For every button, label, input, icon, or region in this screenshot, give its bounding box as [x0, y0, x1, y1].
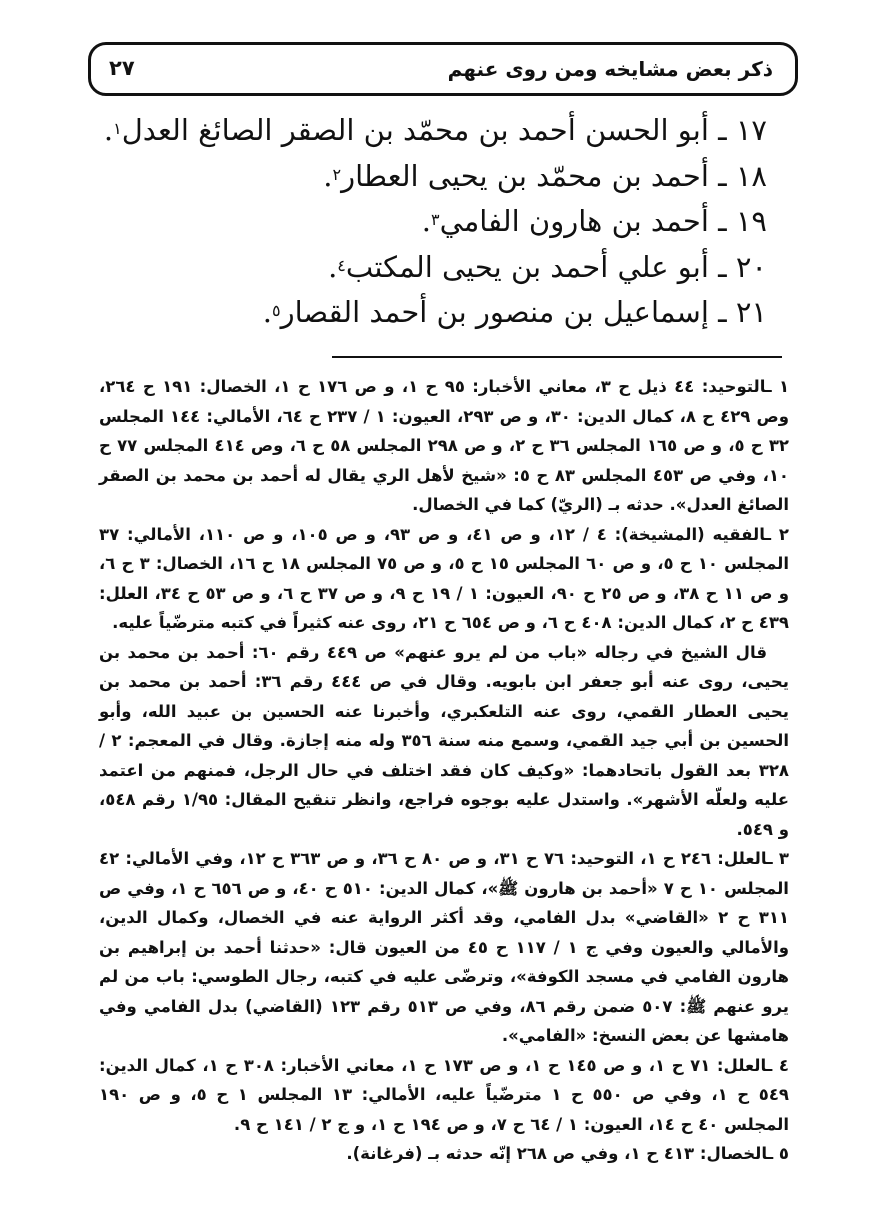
- footnote-ref: ٥: [272, 301, 281, 320]
- page-number: ٢٧: [109, 56, 135, 80]
- entry-21: ٢١ ـ إسماعيل بن منصور بن أحمد القصار$^٥$.: [262, 295, 767, 329]
- footnote-label: ٢ ـ: [765, 524, 789, 544]
- footnote-1: [99, 372, 789, 520]
- footnote-label: ٥ ـ: [767, 1144, 789, 1163]
- entry-text: ١٧ ـ أبو الحسن أحمد بن محمّد بن الصقر الصائغ العدل: [121, 113, 767, 147]
- footnotes: [99, 372, 789, 1169]
- footnote-ref: ١: [113, 119, 122, 138]
- footnote-text: الخصال: ٤١٣ ح ١، وفي ص ٢٦٨ إنّه حدثه بـ (فرغانة).: [346, 1144, 768, 1163]
- entry-text: ٢١ ـ إسماعيل بن منصور بن أحمد القصار: [280, 295, 767, 329]
- entry-text: ١٩ ـ أحمد بن هارون الفامي: [439, 204, 767, 238]
- footnote-4: [99, 1051, 789, 1140]
- footnote-label: ١ ـ: [765, 377, 790, 396]
- entry-19: ١٩ ـ أحمد بن هارون الفامي$^٣$.: [421, 204, 767, 238]
- footnote-text: التوحيد: ٤٤ ذيل ح ٣، معاني الأخبار: ٩٥ ح ١، و ص ١٧٦ ح ١، الخصال: ١٩١ ح ٢٦٤، وص ٤٢٩ ح ٨، كمال الدين: ٣٠، و ص ٢٩٣، العيون: ١ / ٢٣٧ ح ٦٤، الأمالي: ١٤٤ المجلس ٣٢ ح ٥، و ص ١٦٥ المجلس ٣٦ ح ٢، و ص ٢٩٨ المجلس ٥٨ ح ٦، وص ٤١٤ المجلس ٧٧ ح ١٠، وفي ص ٤٥٣ المجلس ٨٣ ح ٥: «شيخ لأهل الري يقال له أحمد بن محمد بن الصقر الصائغ العدل». حدثه بـ (الريّ) كما في الخصال.: [99, 377, 789, 514]
- footnote-5: [99, 1139, 789, 1169]
- entry-text: ١٨ ـ أحمد بن محمّد بن يحيى العطار: [341, 158, 767, 193]
- header-title: ذكر بعض مشايخه ومن روى عنهم: [447, 57, 773, 81]
- footnote-text: الفقيه (المشيخة): ٤ / ١٢، و ص ٤١، و ص ٩٣، و ص ١٠٥، و ص ١١٠، الأمالي: ٣٧ المجلس ١٠ ح ٥، و ص ٦٠ المجلس ١٥ ح ٥، و ص ٧٥ المجلس ١٨ ح ١٦، الخصال: ٣ ح ٦، و ص ١١ ح ٣٨، و ص ٢٥ ح ٩٠، العيون: ١ / ١٩ ح ٩، و ص ٣٧ ح ٦، و ص ٥٣ ح ٣٤، العلل: ٤٣٩ ح ٢، كمال الدين: ٤٠٨ ح ٦، و ص ٦٥٤ ح ٢١، روى عنه كثيراً في كتبه مترضّياً عليه.: [99, 524, 789, 632]
- footnote-2: [99, 520, 789, 638]
- footnote-label: ٤ ـ: [766, 1055, 789, 1075]
- footnote-text: قال الشيخ في رجاله «باب من لم يرو عنهم» ص ٤٤٩ رقم ٦٠: أحمد بن محمد بن يحيى، روى عنه أبو جعفر ابن بابويه. وقال في ص ٤٤٤ رقم ٣٦: أحمد بن محمد بن يحيى العطار القمي، روى عنه التلعكبري، وأخبرنا عنه الحسين بن عبيد الله، وأبو الحسين بن أبي جيد القمي، وسمع منه سنة ٣٥٦ وله منه إجازة. وقال في المعجم: ٢ / ٣٢٨ بعد القول باتحادهما: «وكيف كان فقد اختلف في حال الرجل، فمنهم من اعتمد عليه ولعلّه الأشهر». واستدل عليه بوجوه فراجع، وانظر تنقيح المقال: ١/٩٥ رقم ٥٤٨، و ٥٤٩.: [99, 642, 789, 839]
- entry-18: ١٨ ـ أحمد بن محمّد بن يحيى العطار$^٢$.: [323, 158, 767, 193]
- footnote-text: العلل: ٢٤٦ ح ١، التوحيد: ٧٦ ح ٣١، و ص ٨٠ ح ٣٦، و ص ٣٦٣ ح ١٢، وفي الأمالي: ٤٢ المجلس ١٠ ح ٧ «أحمد بن هارون ﷺ»، كمال الدين: ٥١٠ ح ٤٠، و ص ٦٥٦ ح ١، وفي ص ٣١١ ح ٢ «القاضي» بدل الفامي، وقد أكثر الرواية عنه في الخصال، وكمال الدين، والأمالي والعيون وفي ج ١ / ١١٧ ح ٤٥ من العيون قال: «حدثنا أحمد بن إبراهيم بن هارون الفامي في مسجد الكوفة»، وترضّى عليه في كتبه، رجال الطوسي: باب من لم يرو عنهم ﷺ: ٥٠٧ ضمن رقم ٨٦، وفي ص ٥١٣ رقم ١٢٣ (القاضي) بدل الفامي وفي هامشها عن بعض النسخ: «الفامي».: [99, 849, 789, 1045]
- footnote-label: ٣ ـ: [767, 849, 789, 868]
- footnote-ref: ٣: [431, 210, 440, 229]
- footnote-separator: [332, 356, 782, 358]
- footnote-3: [99, 844, 789, 1051]
- entry-20: ٢٠ ـ أبو علي أحمد بن يحيى المكتب$^٤$.: [328, 249, 767, 284]
- footnote-text: العلل: ٧١ ح ١، و ص ١٤٥ ح ١، و ص ١٧٣ ح ١، معاني الأخبار: ٣٠٨ ح ١، كمال الدين: ٥٤٩ ح ١، وفي ص ٥٥٠ ح ١ مترضّياً عليه، الأمالي: ١٣ المجلس ١ ح ٥، و ص ١٩٠ المجلس ٤٠ ح ١٤، العيون: ١ / ٦٤ ح ٧، و ص ١٩٤ ح ١، و ج ٢ / ١٤١ ح ٩.: [99, 1055, 789, 1134]
- page-header: [88, 42, 798, 96]
- entry-17: ١٧ ـ أبو الحسن أحمد بن محمّد بن الصقر الصائغ العدل$^١$.: [103, 113, 767, 147]
- entries-list: [103, 108, 767, 336]
- footnote-ref: ٤: [337, 255, 346, 275]
- footnote-ref: ٢: [332, 164, 342, 184]
- entry-text: ٢٠ ـ أبو علي أحمد بن يحيى المكتب: [345, 249, 767, 284]
- footnote-2-paragraph: [99, 638, 789, 845]
